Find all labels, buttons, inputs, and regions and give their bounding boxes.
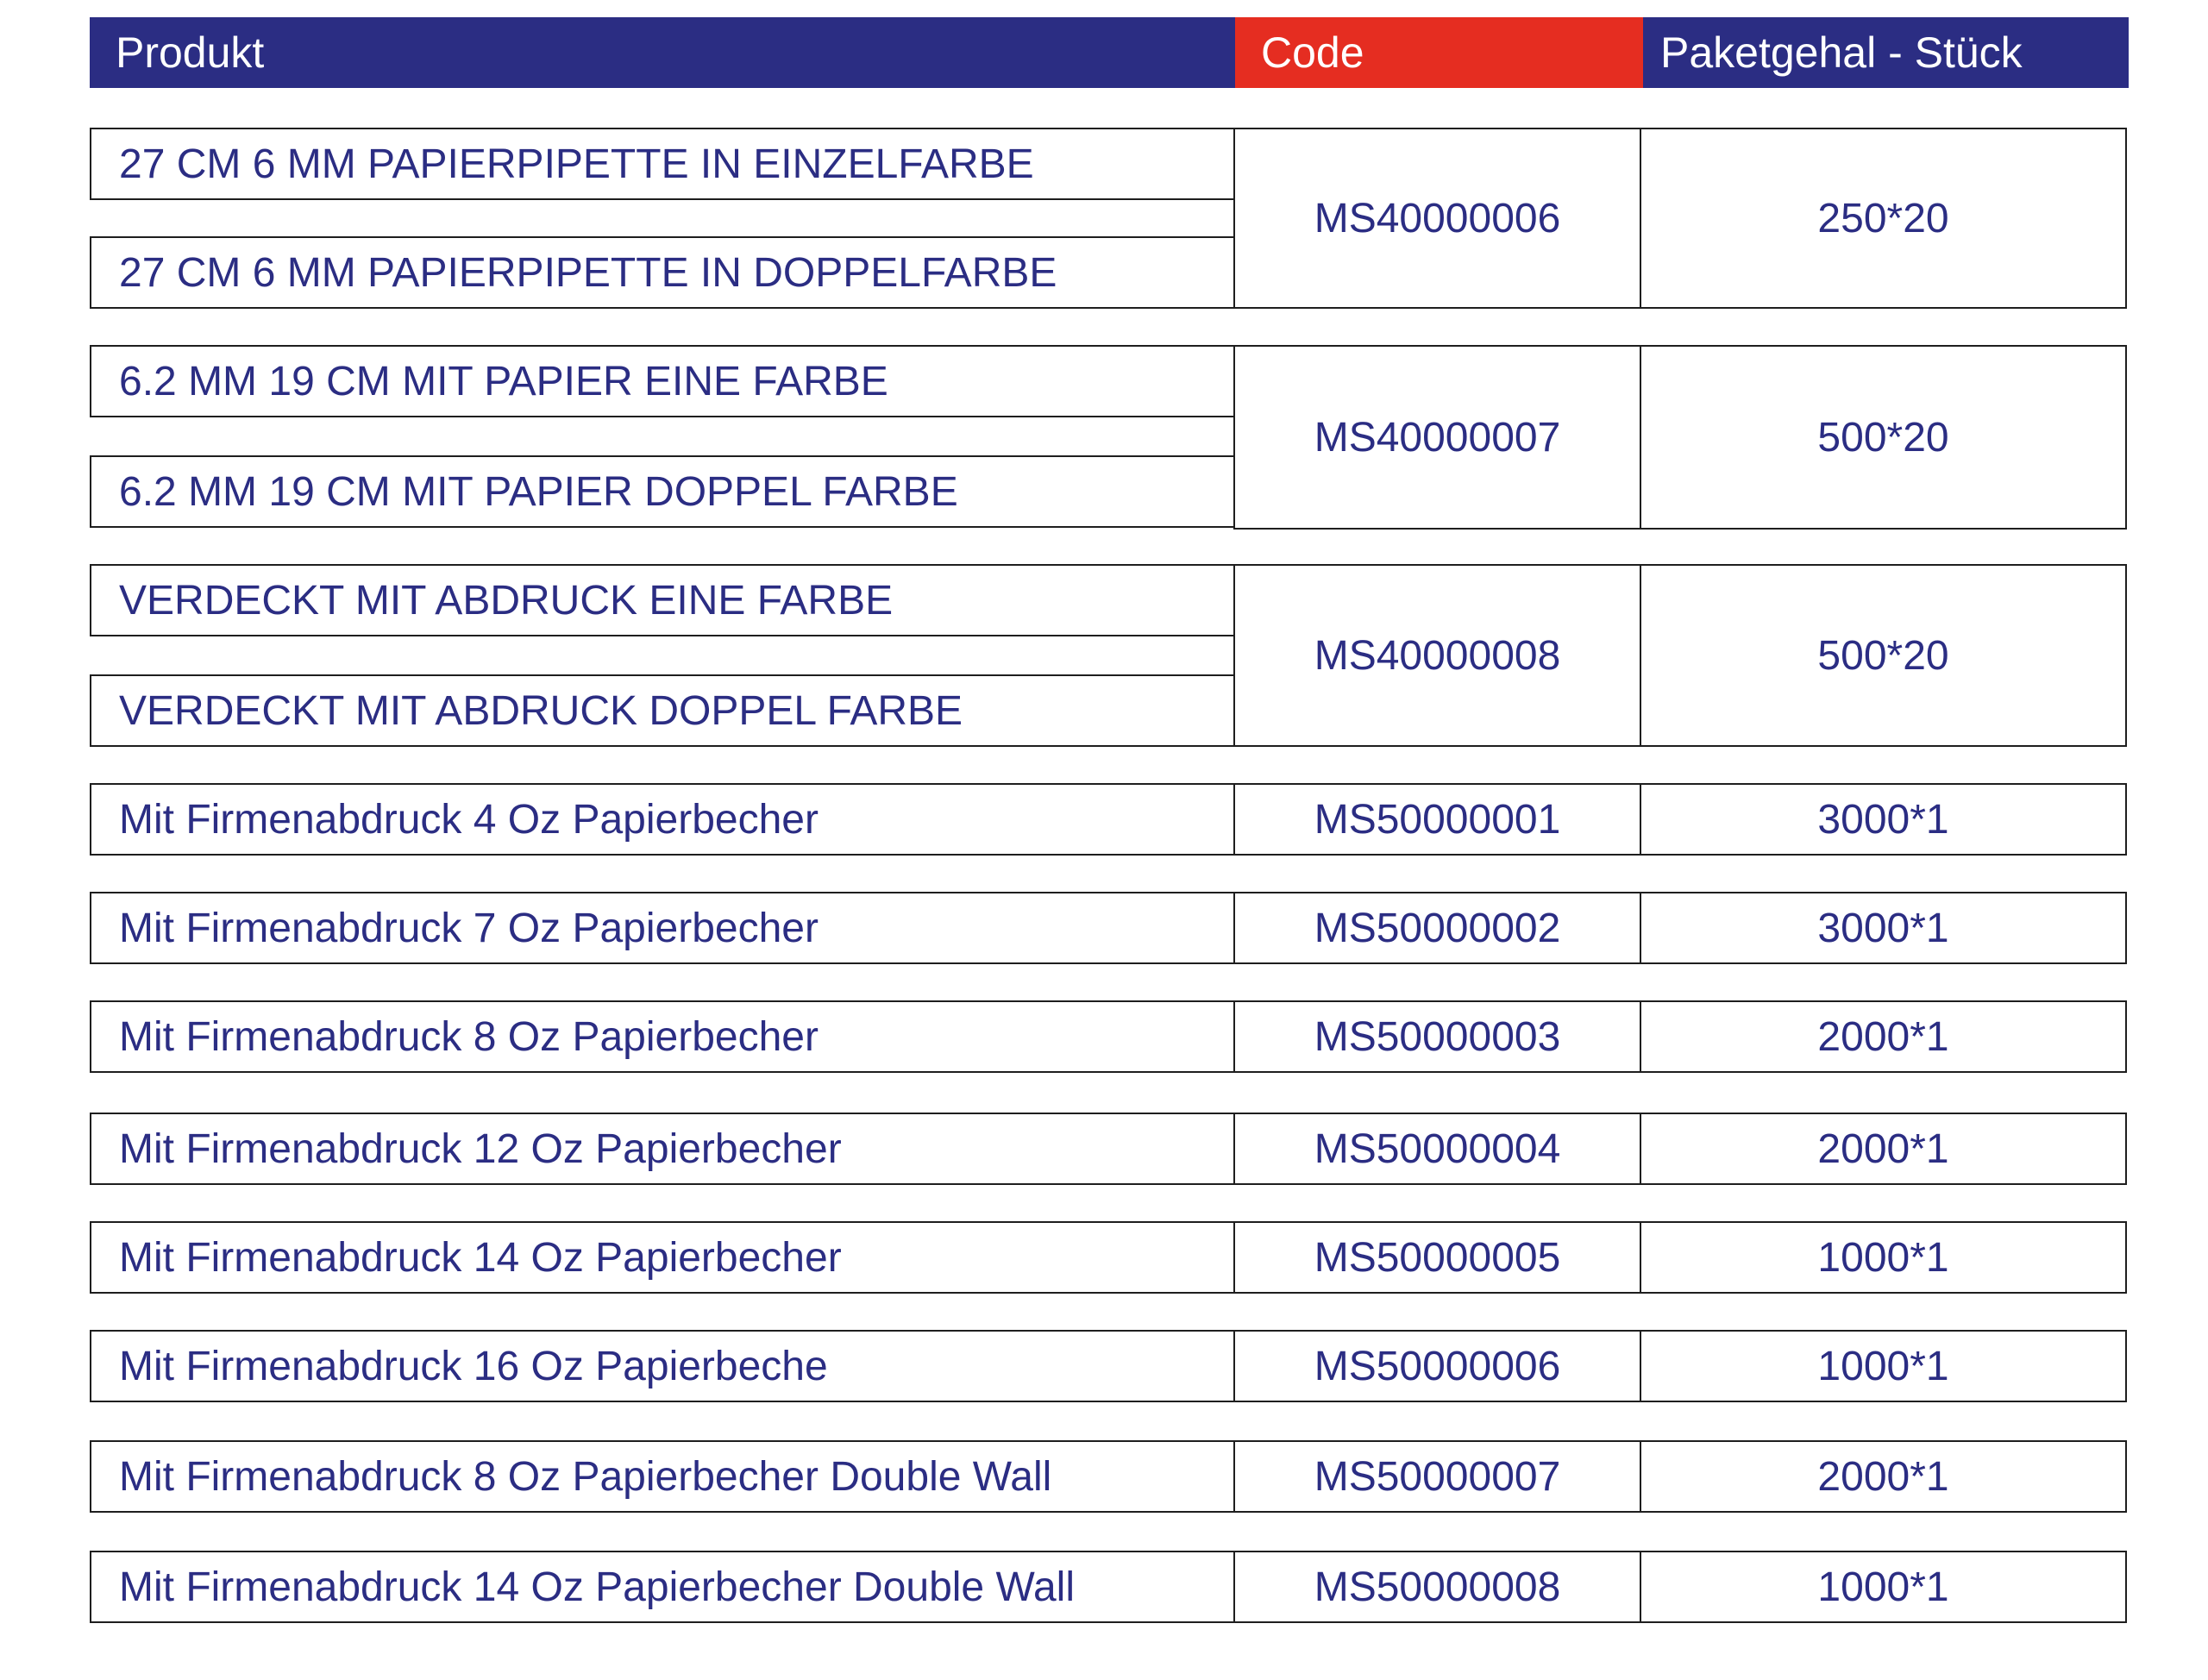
product-code: MS50000002 — [1314, 905, 1561, 951]
code-cell — [1233, 1551, 1641, 1623]
product-name: 27 CM 6 MM PAPIERPIPETTE IN EINZELFARBE — [119, 141, 1034, 187]
code-cell — [1233, 1330, 1641, 1402]
pack-size: 2000*1 — [1817, 1453, 1949, 1500]
pack-cell — [1640, 345, 2127, 530]
table-row — [90, 1330, 1235, 1402]
product-name: 6.2 MM 19 CM MIT PAPIER DOPPEL FARBE — [119, 468, 958, 515]
header-paket — [1643, 17, 2129, 88]
pack-cell — [1640, 1440, 2127, 1513]
product-code: MS50000001 — [1314, 796, 1561, 843]
product-name: Mit Firmenabdruck 12 Oz Papierbecher — [119, 1125, 842, 1172]
table-row — [90, 1113, 1235, 1185]
product-code: MS40000007 — [1314, 414, 1561, 461]
product-name: VERDECKT MIT ABDRUCK DOPPEL FARBE — [119, 687, 963, 734]
product-code: MS50000006 — [1314, 1343, 1561, 1389]
product-name: Mit Firmenabdruck 14 Oz Papierbecher Double Wall — [119, 1564, 1076, 1610]
product-cell — [90, 674, 1235, 747]
code-cell — [1233, 1000, 1641, 1073]
pack-cell — [1640, 1113, 2127, 1185]
pack-cell — [1640, 1330, 2127, 1402]
product-cell — [90, 236, 1235, 309]
header-produkt-label: Produkt — [116, 28, 265, 77]
product-code: MS40000008 — [1314, 632, 1561, 679]
pack-size: 1000*1 — [1817, 1564, 1949, 1610]
pack-size: 250*20 — [1817, 195, 1949, 241]
product-code: MS40000006 — [1314, 195, 1561, 241]
product-cell — [90, 455, 1235, 528]
product-name: Mit Firmenabdruck 7 Oz Papierbecher — [119, 905, 819, 951]
header-code-label: Code — [1261, 28, 1364, 77]
product-cell — [90, 345, 1235, 417]
product-code: MS50000008 — [1314, 1564, 1561, 1610]
table-row — [90, 892, 1235, 964]
product-name: 27 CM 6 MM PAPIERPIPETTE IN DOPPELFARBE — [119, 249, 1057, 296]
product-name: 6.2 MM 19 CM MIT PAPIER EINE FARBE — [119, 358, 888, 404]
product-code: MS50000007 — [1314, 1453, 1561, 1500]
pack-cell — [1640, 1221, 2127, 1294]
header-code — [1235, 17, 1643, 88]
header-produkt — [90, 17, 1235, 88]
code-cell — [1233, 564, 1641, 747]
pack-cell — [1640, 1000, 2127, 1073]
table-row — [90, 1551, 1235, 1623]
pack-size: 1000*1 — [1817, 1343, 1949, 1389]
code-cell — [1233, 1440, 1641, 1513]
pack-size: 500*20 — [1817, 632, 1949, 679]
pack-cell — [1640, 783, 2127, 856]
product-cell — [90, 128, 1235, 200]
pack-size: 3000*1 — [1817, 796, 1949, 843]
code-cell — [1233, 1113, 1641, 1185]
product-name: Mit Firmenabdruck 4 Oz Papierbecher — [119, 796, 819, 843]
pack-size: 500*20 — [1817, 414, 1949, 461]
pack-cell — [1640, 128, 2127, 309]
table-row — [90, 1440, 1235, 1513]
product-name: Mit Firmenabdruck 8 Oz Papierbecher Double Wall — [119, 1453, 1052, 1500]
pack-cell — [1640, 564, 2127, 747]
table-row — [90, 1221, 1235, 1294]
product-code: MS50000003 — [1314, 1013, 1561, 1060]
product-code: MS50000004 — [1314, 1125, 1561, 1172]
code-cell — [1233, 892, 1641, 964]
pack-cell — [1640, 892, 2127, 964]
pack-size: 1000*1 — [1817, 1234, 1949, 1281]
table-row — [90, 783, 1235, 856]
table-row — [90, 1000, 1235, 1073]
product-name: Mit Firmenabdruck 8 Oz Papierbecher — [119, 1013, 819, 1060]
code-cell — [1233, 1221, 1641, 1294]
product-name: Mit Firmenabdruck 14 Oz Papierbecher — [119, 1234, 842, 1281]
pack-size: 2000*1 — [1817, 1013, 1949, 1060]
product-cell — [90, 564, 1235, 636]
code-cell — [1233, 345, 1641, 530]
code-cell — [1233, 783, 1641, 856]
product-name: VERDECKT MIT ABDRUCK EINE FARBE — [119, 577, 894, 624]
header-paket-label: Paketgehal - Stück — [1660, 28, 2023, 77]
pack-cell — [1640, 1551, 2127, 1623]
product-code: MS50000005 — [1314, 1234, 1561, 1281]
pack-size: 3000*1 — [1817, 905, 1949, 951]
code-cell — [1233, 128, 1641, 309]
pack-size: 2000*1 — [1817, 1125, 1949, 1172]
product-name: Mit Firmenabdruck 16 Oz Papierbeche — [119, 1343, 828, 1389]
